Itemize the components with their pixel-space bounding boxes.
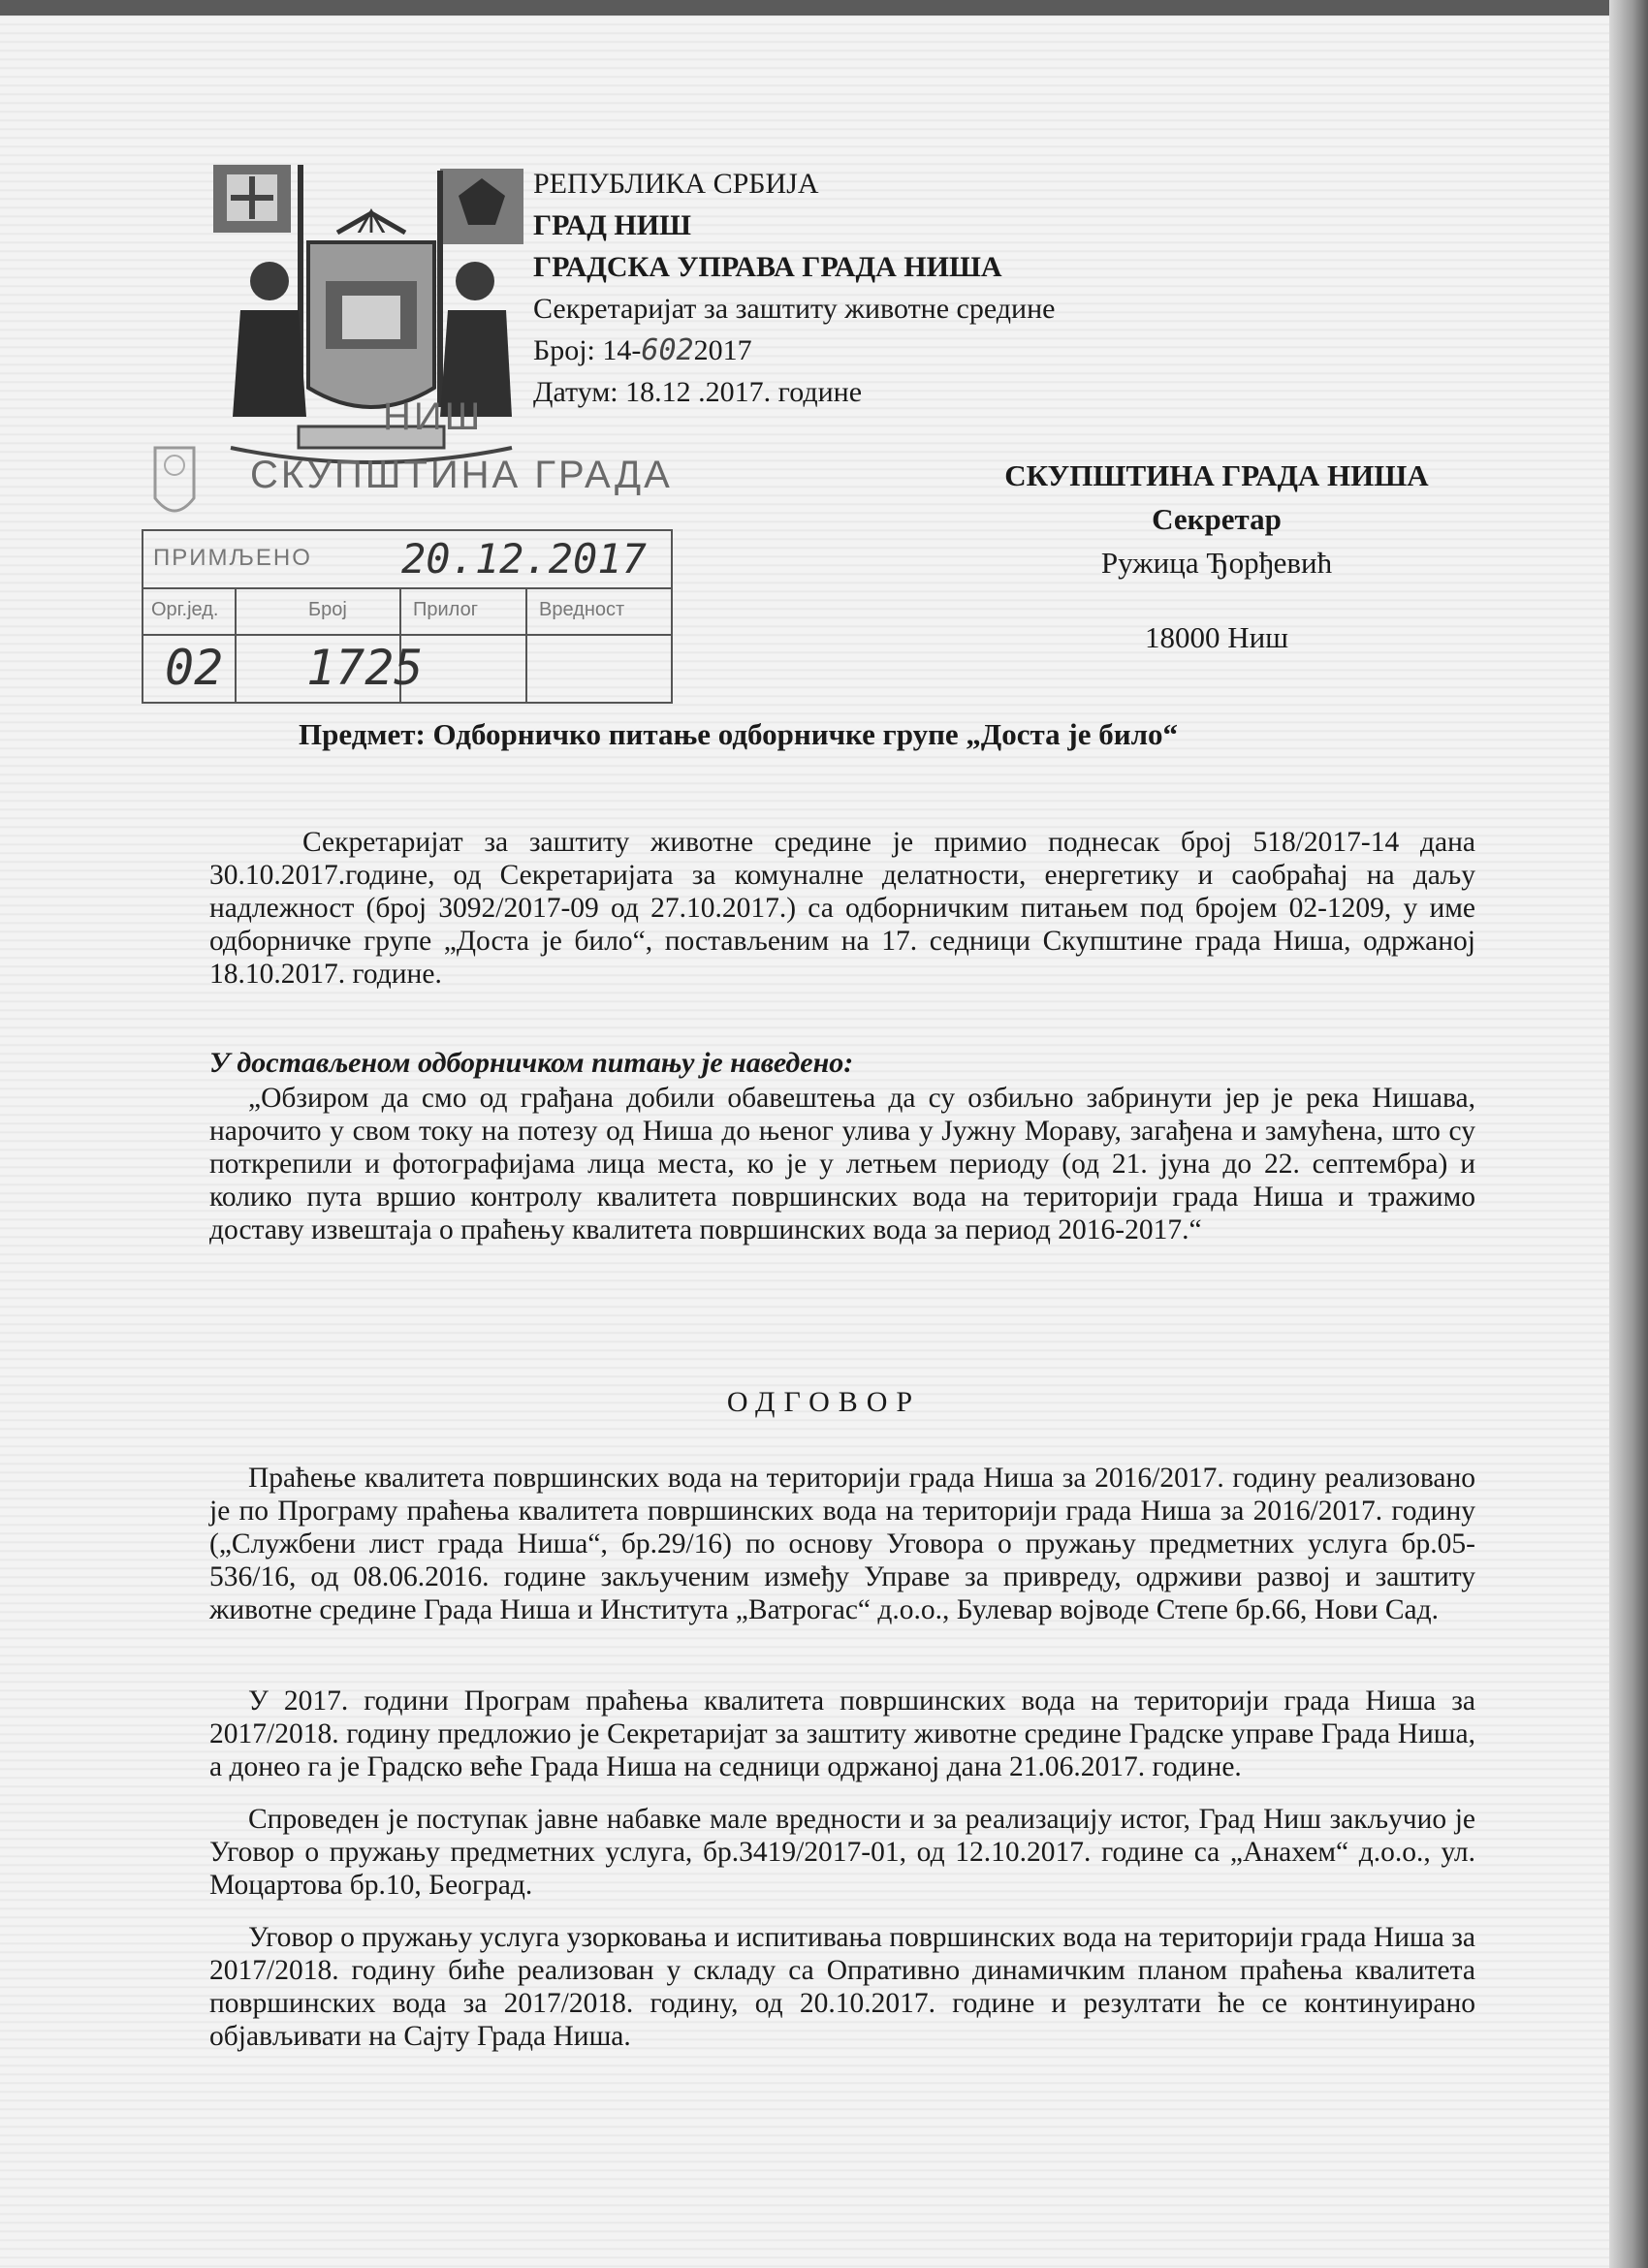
recipient-title: Секретар: [1152, 502, 1282, 536]
stamp-row-received: [143, 531, 671, 589]
answer-heading: ОДГОВОР: [726, 1386, 922, 1418]
recipient-address: 18000 Ниш: [1144, 620, 1289, 654]
number-suffix: 2017: [693, 334, 752, 366]
header-administration: ГРАДСКА УПРАВА ГРАДА НИША: [533, 251, 1002, 283]
recipient-assembly: СКУПШТИНА ГРАДА НИША: [1004, 458, 1429, 492]
stamp-col-value-label: Вредност: [539, 599, 625, 620]
stamp-org-value: 02: [165, 640, 224, 696]
stamp-row-labels: [143, 589, 671, 636]
seal-text-assembly: СКУПШТИНА ГРАДА: [250, 454, 673, 496]
serbian-seal-icon: [145, 438, 204, 527]
number-handwritten: 602: [641, 333, 694, 367]
letter-subject: Предмет: Одборничко питање одборничке групе „Доста је било“: [299, 717, 1178, 751]
paragraph-text: Праћење квалитета површинских вода на територији града Ниша за 2016/2017. годину реализовано је по Програму праћења квалитета површинских вода на територији града Ниша за 2016/2017. годину („Службени лист града Ниша“, бр.29/16) по основу Уговора о пружању предметних услуга бр.05-536/16, од 08.06.2016. године закљученим између Управе за привреду, одрживи развој и заштиту животне средине Града Ниша и Института „Ватрогас“ д.о.о., Булевар војводе Степе бр.66, Нови Сад.: [209, 1463, 1475, 1625]
stamp-received-label: ПРИМЉЕНО: [153, 545, 312, 571]
header-secretariat: Секретаријат за заштиту животне средине: [533, 293, 1056, 325]
paragraph-intro: [209, 826, 1475, 991]
paragraph-answer-4: [209, 1921, 1475, 2053]
stamp-divider: [235, 589, 237, 702]
header-date: Датум: 18.12 .2017. године: [533, 376, 863, 408]
scan-edge-right: [1609, 0, 1648, 2268]
header-city: ГРАД НИШ: [533, 209, 691, 241]
paragraph-text: Секретаријат за заштиту животне средине је примио поднесак број 518/2017-14 дана 30.10.2017.године, од Секретаријата за комуналне делатности, енергетику и саобраћај на даљу надлежност (број 3092/2017-09 од 27.10.2017.) са одборничким питањем под бројем 02-1209, у име одборничке групе „Доста је било“, постављеним на 17. седници Скупштине града Ниша, одржаној 18.10.2017. године.: [209, 827, 1475, 990]
paragraph-text: Уговор о пружању услуга узорковања и испитивања површинских вода на територији града Ниша за 2017/2018. годину биће реализован у складу са Опративно динамичким планом праћења квалитета површинских вода за 2017/2018. годину, од 20.10.2017. године и резултати ће се континуирано објављивати на Сајту Града Ниша.: [209, 1922, 1475, 2052]
stamp-number-value: 1725: [306, 640, 424, 696]
paragraph-text: Спроведен је поступак јавне набавке мале вредности и за реализацију истог, Град Ниш закључио је Уговор о пружању предметних услуга, бр.3419/2017-01, од 12.10.2017. године са „Анахем“ д.о.о., ул. Моцартова бр.10, Београд.: [209, 1804, 1475, 1901]
letter-header: [533, 163, 1055, 413]
scan-edge-top: [0, 0, 1648, 16]
number-prefix: Број: 14-: [533, 334, 642, 366]
header-number: [533, 330, 1055, 371]
paragraph-text: „Обзиром да смо од грађана добили обавештења да су озбиљно забринути јер је река Нишава, нарочито у свом току на потезу од Ниша до њеног улива у Јужну Мораву, загађена и замућена, што су поткрепили и фотографијама лица места, ко је у летњем периоду (од 21. јуна до 22. септембра) и колико пута вршио контролу квалитета површинских вода на територији града Ниша и тражимо доставу извештаја о праћењу квалитета површинских вода за период 2016-2017.“: [209, 1083, 1475, 1245]
paragraph-question: [209, 1082, 1475, 1246]
received-stamp: [142, 529, 673, 704]
header-republic: РЕПУБЛИКА СРБИЈА: [533, 168, 819, 200]
seal-text-city: НИШ: [383, 395, 484, 438]
paragraph-answer-3: [209, 1803, 1475, 1902]
stamp-col-number-label: Број: [308, 599, 347, 620]
stamp-col-org-label: Орг.јед.: [151, 599, 219, 620]
paragraph-answer-2: [209, 1685, 1475, 1783]
stamp-col-attachment-label: Прилог: [413, 599, 478, 620]
svg-text:ᗑ: ᗑ: [356, 203, 387, 241]
question-heading: У достављеном одборничком питању је наведено:: [209, 1047, 854, 1079]
recipient-block: [911, 454, 1522, 659]
recipient-name: Ружица Ђорђевић: [1100, 546, 1333, 580]
stamp-divider: [525, 589, 527, 702]
paragraph-answer-1: [209, 1462, 1475, 1626]
city-coat-of-arms-icon: [211, 165, 531, 465]
stamp-received-date: 20.12.2017: [401, 535, 647, 583]
paragraph-text: У 2017. години Програм праћења квалитета површинских вода на територији града Ниша за 2017/2018. годину предложио је Секретаријат за заштиту животне средине Градске управе Града Ниша, а донео га је Градско веће Града Ниша на седници одржаној дана 21.06.2017. године.: [209, 1685, 1475, 1782]
